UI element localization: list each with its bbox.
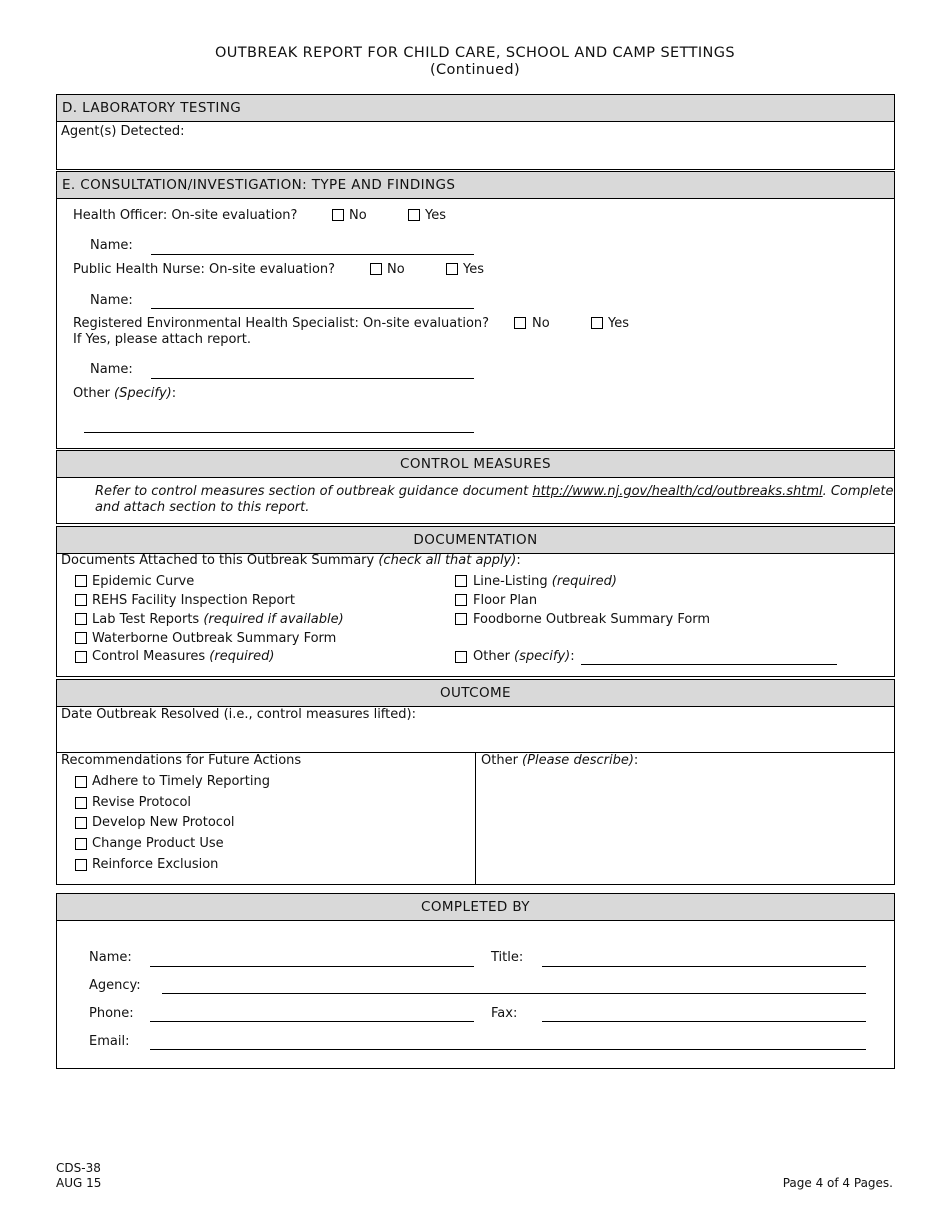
- control-measures-text: Refer to control measures section of outbreak guidance document http://www.nj.gov/health/cd/outbreaks.shtml. Complete: [95, 484, 894, 499]
- line-listing-checkbox[interactable]: [455, 575, 467, 587]
- completed-email-field[interactable]: [150, 1049, 866, 1050]
- timely-reporting-checkbox[interactable]: [75, 776, 87, 788]
- foodborne-form-label: Foodborne Outbreak Summary Form: [473, 612, 711, 627]
- health-officer-label: Health Officer: On-site evaluation?: [73, 208, 298, 223]
- phn-name-label: Name:: [90, 293, 133, 308]
- recommendations-header: Recommendations for Future Actions: [61, 753, 302, 768]
- waterborne-form-checkbox[interactable]: [75, 632, 87, 644]
- completed-title-field[interactable]: [542, 966, 866, 967]
- control-measures-checkbox[interactable]: [75, 651, 87, 663]
- rehs-yes-checkbox[interactable]: [591, 317, 603, 329]
- product-use-label: Change Product Use: [92, 836, 224, 851]
- completed-fax-label: Fax:: [491, 1006, 518, 1021]
- form-id: CDS-38: [56, 1161, 101, 1175]
- phn-name-field[interactable]: [151, 308, 474, 309]
- rehs-note: If Yes, please attach report.: [73, 332, 252, 347]
- completed-agency-label: Agency:: [89, 978, 141, 993]
- other-specify-label: Other (Specify):: [73, 386, 177, 401]
- new-protocol-label: Develop New Protocol: [92, 815, 235, 830]
- other-describe-label: Other (Please describe):: [481, 753, 639, 768]
- date-resolved-label: Date Outbreak Resolved (i.e., control measures lifted):: [61, 707, 416, 722]
- outcome-column-divider: [475, 752, 476, 884]
- completed-phone-label: Phone:: [89, 1006, 134, 1021]
- epidemic-curve-checkbox[interactable]: [75, 575, 87, 587]
- outcome-header: OUTCOME: [57, 680, 894, 707]
- completed-by-section: [56, 893, 895, 1069]
- rehs-yes-label: Yes: [608, 316, 629, 331]
- consultation-header: E. CONSULTATION/INVESTIGATION: TYPE AND FINDINGS: [57, 172, 894, 199]
- epidemic-curve-label: Epidemic Curve: [92, 574, 195, 589]
- revise-protocol-label: Revise Protocol: [92, 795, 192, 810]
- lab-testing-header: D. LABORATORY TESTING: [57, 95, 894, 122]
- new-protocol-checkbox[interactable]: [75, 817, 87, 829]
- form-date: AUG 15: [56, 1176, 102, 1190]
- health-officer-name-label: Name:: [90, 238, 133, 253]
- documentation-intro: Documents Attached to this Outbreak Summary (check all that apply):: [61, 553, 521, 568]
- phn-yes-checkbox[interactable]: [446, 263, 458, 275]
- health-officer-no-label: No: [349, 208, 367, 223]
- completed-phone-field[interactable]: [150, 1021, 474, 1022]
- outcome-section: [56, 679, 895, 885]
- agents-detected-label: Agent(s) Detected:: [61, 124, 185, 139]
- completed-name-field[interactable]: [150, 966, 474, 967]
- other-specify-field[interactable]: [84, 432, 474, 433]
- floor-plan-checkbox[interactable]: [455, 594, 467, 606]
- floor-plan-label: Floor Plan: [473, 593, 538, 608]
- documentation-header: DOCUMENTATION: [57, 527, 894, 554]
- other-document-field[interactable]: [581, 664, 837, 665]
- rehs-no-checkbox[interactable]: [514, 317, 526, 329]
- phn-label: Public Health Nurse: On-site evaluation?: [73, 262, 336, 277]
- health-officer-no-checkbox[interactable]: [332, 209, 344, 221]
- lab-test-reports-checkbox[interactable]: [75, 613, 87, 625]
- rehs-report-label: REHS Facility Inspection Report: [92, 593, 295, 608]
- health-officer-yes-checkbox[interactable]: [408, 209, 420, 221]
- control-measures-text-line2: and attach section to this report.: [95, 500, 310, 515]
- rehs-name-field[interactable]: [151, 378, 474, 379]
- other-document-label: Other (specify):: [473, 649, 575, 664]
- waterborne-form-label: Waterborne Outbreak Summary Form: [92, 631, 337, 646]
- lab-testing-section: [56, 94, 895, 170]
- control-measures-header: CONTROL MEASURES: [57, 451, 894, 478]
- rehs-report-checkbox[interactable]: [75, 594, 87, 606]
- completed-title-label: Title:: [491, 950, 524, 965]
- outbreak-guidance-link[interactable]: http://www.nj.gov/health/cd/outbreaks.shtml: [532, 484, 823, 499]
- product-use-checkbox[interactable]: [75, 838, 87, 850]
- control-measures-section: [56, 450, 895, 524]
- health-officer-name-field[interactable]: [151, 254, 474, 255]
- rehs-name-label: Name:: [90, 362, 133, 377]
- reinforce-exclusion-label: Reinforce Exclusion: [92, 857, 219, 872]
- completed-agency-field[interactable]: [162, 993, 866, 994]
- form-title: OUTBREAK REPORT FOR CHILD CARE, SCHOOL AND CAMP SETTINGS: [214, 45, 736, 61]
- completed-name-label: Name:: [89, 950, 132, 965]
- rehs-no-label: No: [532, 316, 550, 331]
- lab-test-reports-label: Lab Test Reports (required if available): [92, 612, 344, 627]
- phn-yes-label: Yes: [463, 262, 484, 277]
- page-number: Page 4 of 4 Pages.: [782, 1176, 893, 1190]
- consultation-section: [56, 171, 895, 449]
- form-subtitle: (Continued): [429, 62, 521, 78]
- completed-by-header: COMPLETED BY: [57, 894, 894, 921]
- other-document-checkbox[interactable]: [455, 651, 467, 663]
- revise-protocol-checkbox[interactable]: [75, 797, 87, 809]
- completed-fax-field[interactable]: [542, 1021, 866, 1022]
- reinforce-exclusion-checkbox[interactable]: [75, 859, 87, 871]
- phn-no-checkbox[interactable]: [370, 263, 382, 275]
- foodborne-form-checkbox[interactable]: [455, 613, 467, 625]
- timely-reporting-label: Adhere to Timely Reporting: [92, 774, 270, 789]
- health-officer-yes-label: Yes: [425, 208, 446, 223]
- rehs-label: Registered Environmental Health Specialist: On-site evaluation?: [73, 316, 490, 331]
- line-listing-label: Line-Listing (required): [473, 574, 617, 589]
- completed-email-label: Email:: [89, 1034, 130, 1049]
- documentation-section: [56, 526, 895, 677]
- phn-no-label: No: [387, 262, 405, 277]
- control-measures-label: Control Measures (required): [92, 649, 275, 664]
